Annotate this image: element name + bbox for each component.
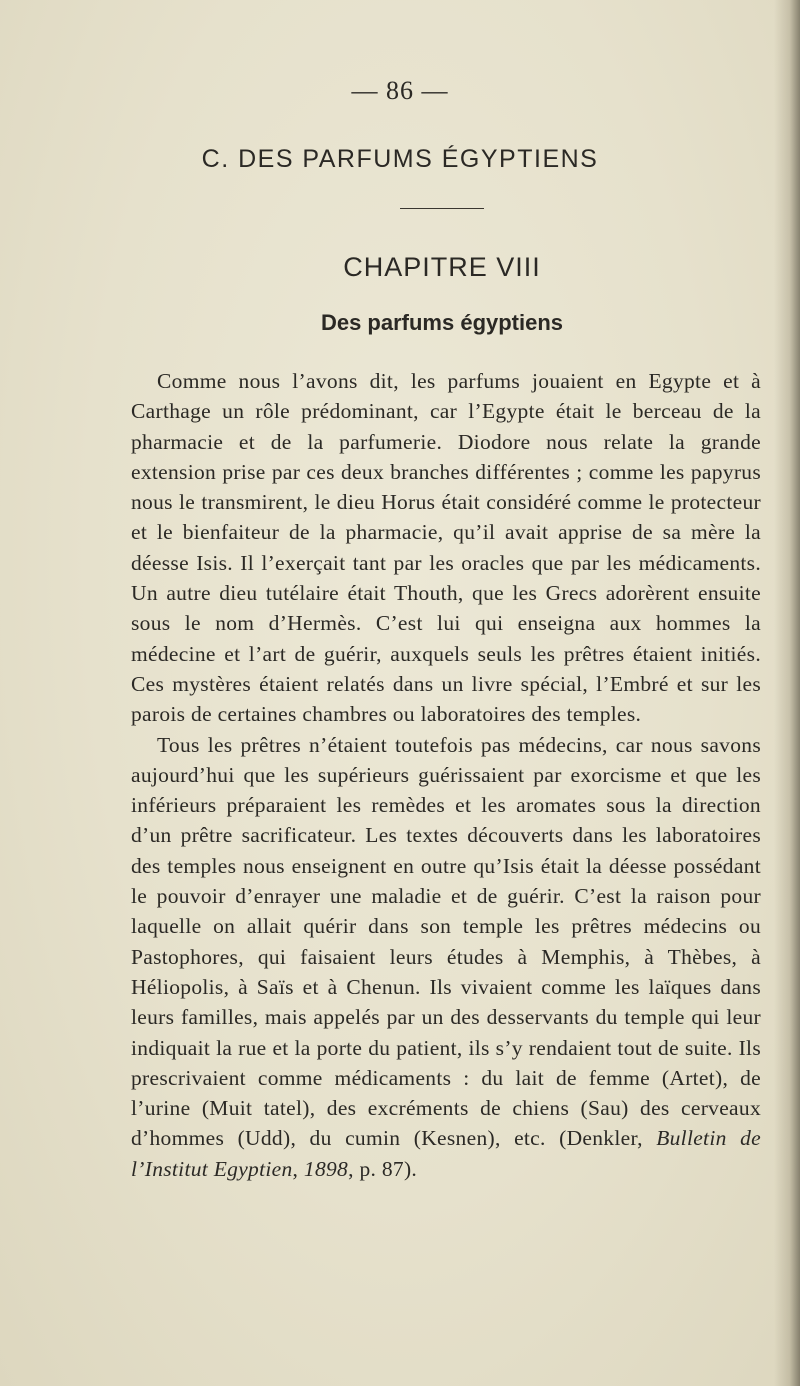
- page-number: — 86 —: [351, 76, 449, 105]
- citation-year: 1898: [303, 1156, 349, 1181]
- citation-tail: , p. 87).: [348, 1156, 418, 1181]
- chapter-heading: CHAPITRE VIII: [343, 252, 541, 282]
- title-divider: [400, 208, 484, 209]
- paragraph: Comme nous l’avons dit, les parfums jouaient en Egypte et à Carthage un rôle prédominant, car l’Egypte était le berceau de la pharmacie et de la parfumerie. Diodore nous relate la grande extension prise par ces deux branches différentes ; comme les papyrus nous le transmirent, le dieu Horus était considéré comme le protecteur et le bienfaiteur de la pharmacie, qu’il avait apprise de sa mère la déesse Isis. Il l’exerçait tant par les oracles que par les médicaments. Un autre dieu tutélaire était Thouth, que les Grecs adorèrent ensuite sous le nom d’Hermès. C’est lui qui enseigna aux hommes la médecine et l’art de guérir, auxquels seuls les prêtres étaient initiés. Ces mystères étaient relatés dans un livre spécial, l’Embré et sur les parois de certaines chambres ou laboratoires des temples.: [131, 369, 761, 727]
- page-edge-shadow: [774, 0, 800, 1386]
- chapter-subtitle: Des parfums égyptiens: [320, 310, 564, 335]
- paragraph-text: Tous les prêtres n’étaient toutefois pas médecins, car nous savons aujourd’hui que les supérieurs guérissaient par exorcisme et que les inférieurs préparaient les remèdes et les aromates sous la direction d’un prêtre sacrificateur. Les textes découverts dans les laboratoires des temples nous enseignent en outre qu’Isis était la déesse possédant le pouvoir d’enrayer une maladie et de guérir. C’est la raison pour laquelle on allait quérir dans son temple les prêtres médecins ou Pastophores, qui faisaient leurs études à Memphis, à Thèbes, à Héliopolis, à Saïs et à Chenun. Ils vivaient comme les laïques dans leurs familles, mais appelés par un des desservants du temple qui leur indiquait la rue et la porte du patient, ils s’y rendaient tout de suite. Ils prescrivaient comme médicaments : du lait de femme (Artet), de l’urine (Muit tatel), des excréments de chiens (Sau) des cerveaux d’hommes (Udd), du cumin (Kesnen), etc. (Denkler,: [131, 732, 761, 1151]
- body-text: [131, 366, 761, 1184]
- paragraph: Tous les prêtres n’étaient toutefois pas médecins, car nous savons aujourd’hui que les supérieurs guérissaient par exorcisme et que les inférieurs préparaient les remèdes et les aromates sous la direction d’un prêtre sacrificateur. Les textes découverts dans les laboratoires des temples nous enseignent en outre qu’Isis était la déesse possédant le pouvoir d’enrayer une maladie et de guérir. C’est la raison pour laquelle on allait quérir dans son temple les prêtres médecins ou Pastophores, qui faisaient leurs études à Memphis, à Thèbes, à Héliopolis, à Saïs et à Chenun. Ils vivaient comme les laïques dans leurs familles, mais appelés par un des desservants du temple qui leur indiquait la rue et la porte du patient, ils s’y rendaient tout de suite. Ils prescrivaient comme médicaments : du lait de femme (Artet), de l’urine (Muit tatel), des excréments de chiens (Sau) des cerveaux d’hommes (Udd), du cumin (Kesnen), etc. (Denkler, Bulletin de l’Institut Egyptien, 1898, p. 87).: [131, 732, 761, 1181]
- citation-title: Bulletin de l’Institut Egyptien: [131, 1126, 761, 1181]
- part-title: C. DES PARFUMS ÉGYPTIENS: [201, 145, 599, 173]
